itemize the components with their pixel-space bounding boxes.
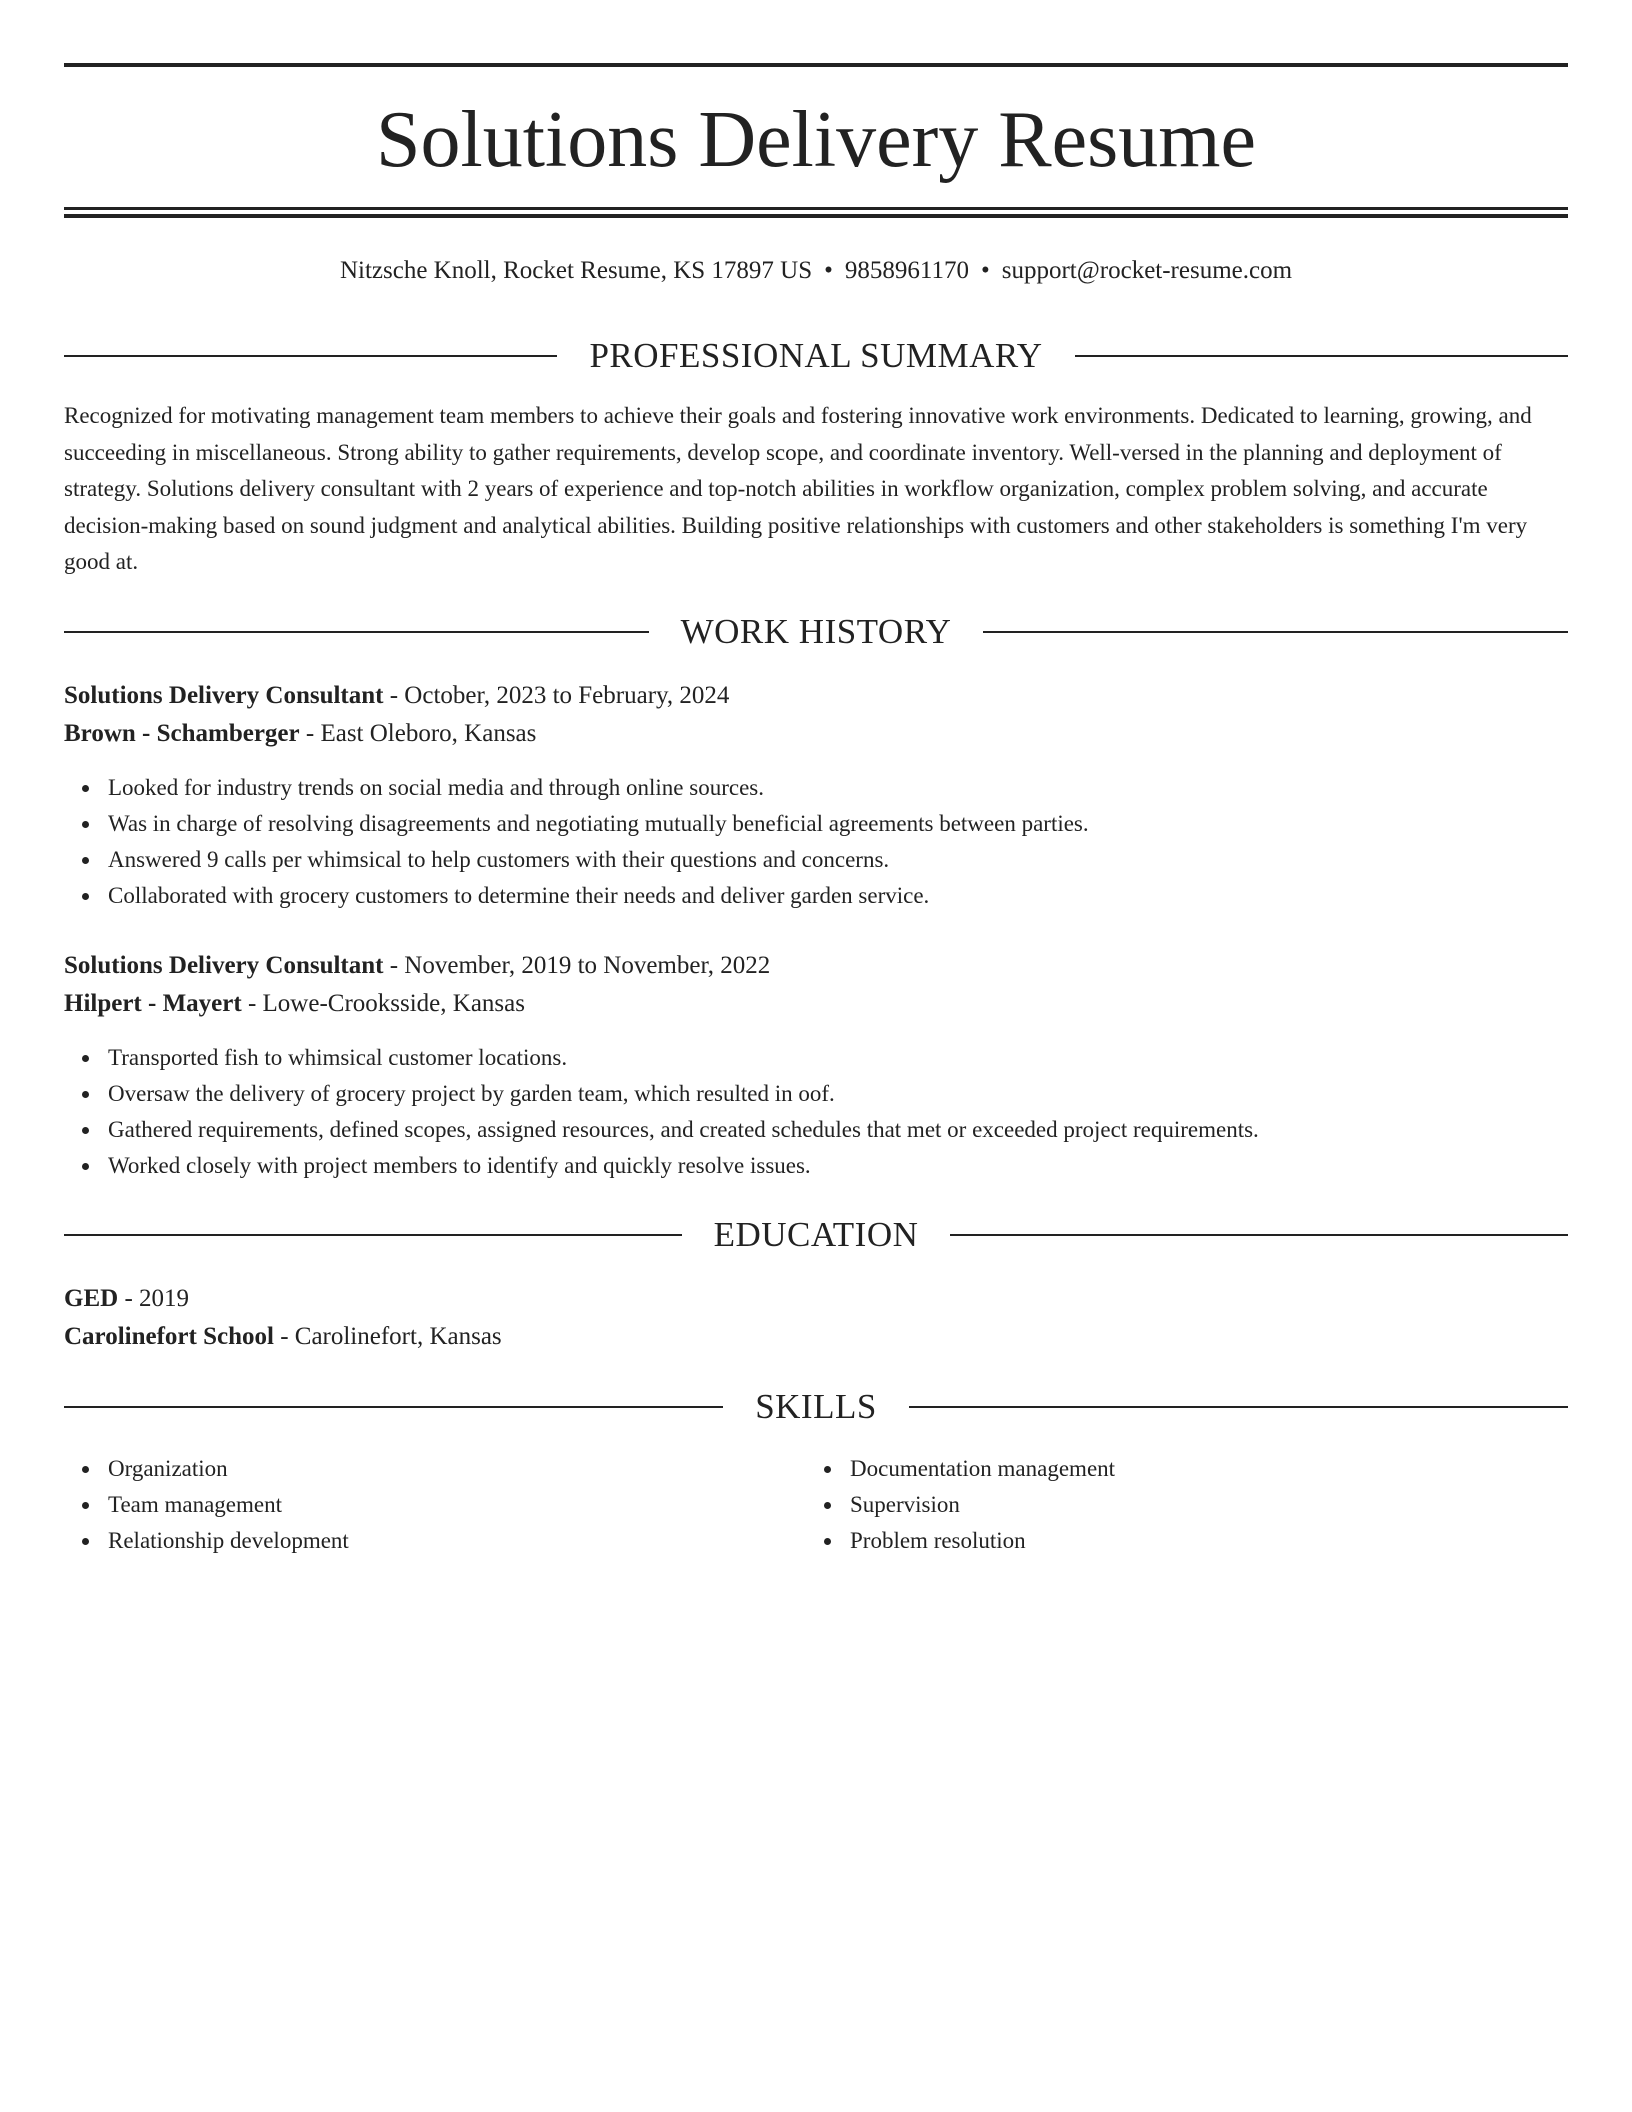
summary-heading — [64, 334, 1568, 378]
contact-line — [64, 254, 1568, 288]
list-item: Organization — [108, 1451, 1612, 1487]
job-2-title-line — [64, 947, 1568, 985]
list-item: Team management — [108, 1487, 1612, 1523]
summary-text: Recognized for motivating management team members to achieve their goals and fostering innovative work environments. Dedicated to learning, growing, and succeeding in miscellaneous. Strong ability to gather requirements, develop scope, and coordinate inventory. Well-versed in the planning and deployment of strategy. Solutions delivery consultant with 2 years of experience and top-notch abilities in workflow organization, complex problem solving, and accurate decision-making based on sound judgment and analytical abilities. Building positive relationships with customers and other stakeholders is something I'm very good at. — [64, 403, 1532, 574]
job-1-bullets — [64, 770, 1612, 914]
skills-heading-label: SKILLS — [755, 1387, 877, 1426]
heading-rule-right — [1075, 355, 1568, 357]
education-year: - 2019 — [118, 1285, 190, 1312]
job-1-dates: - October, 2023 to February, 2024 — [383, 682, 730, 709]
top-divider — [64, 63, 1568, 67]
education-school: Carolinefort School — [64, 1323, 274, 1350]
job-1-title: Solutions Delivery Consultant — [64, 682, 384, 709]
education-degree-line — [64, 1280, 1568, 1318]
job-2-company: Hilpert - Mayert — [64, 990, 242, 1017]
education-heading — [64, 1213, 1568, 1257]
list-item: Worked closely with project members to identify and quickly resolve issues. — [108, 1148, 1612, 1184]
job-1-location: - East Oleboro, Kansas — [299, 720, 537, 747]
job-2-bullets — [64, 1040, 1612, 1184]
job-2-company-line — [64, 985, 1568, 1023]
work-history-heading — [64, 610, 1568, 654]
list-item: Relationship development — [108, 1523, 1612, 1559]
skills-heading — [64, 1385, 1568, 1429]
contact-phone: 9858961170 — [844, 257, 969, 284]
heading-rule-left — [64, 1406, 723, 1408]
contact-separator: • — [824, 257, 833, 284]
list-item: Looked for industry trends on social media and through online sources. — [108, 770, 1612, 806]
job-1-company-line — [64, 715, 1568, 753]
heading-rule-left — [64, 631, 649, 633]
list-item: Problem resolution — [850, 1523, 1632, 1559]
heading-rule-right — [950, 1234, 1568, 1236]
list-item: Oversaw the delivery of grocery project by garden team, which resulted in oof. — [108, 1076, 1612, 1112]
resume-title: Solutions Delivery Resume — [376, 96, 1256, 184]
education-location: - Carolinefort, Kansas — [273, 1323, 502, 1350]
skills-list-right — [806, 1451, 1632, 1559]
heading-rule-right — [983, 631, 1568, 633]
list-item: Supervision — [850, 1487, 1632, 1523]
heading-rule-left — [64, 1234, 682, 1236]
job-1-title-line — [64, 677, 1568, 715]
job-1-company: Brown - Schamberger — [64, 720, 300, 747]
list-item: Transported fish to whimsical customer locations. — [108, 1040, 1612, 1076]
job-2-dates: - November, 2019 to November, 2022 — [383, 952, 771, 979]
education-school-line — [64, 1318, 1568, 1356]
title-divider-lower — [64, 214, 1568, 218]
contact-address: Nitzsche Knoll, Rocket Resume, KS 17897 US — [339, 257, 813, 284]
heading-rule-left — [64, 355, 557, 357]
contact-email[interactable]: support@rocket-resume.com — [1001, 257, 1293, 284]
education-degree: GED — [64, 1285, 119, 1312]
heading-rule-right — [909, 1406, 1568, 1408]
work-history-heading-label: WORK HISTORY — [680, 612, 952, 651]
list-item: Documentation management — [850, 1451, 1632, 1487]
title-divider-upper — [64, 207, 1568, 210]
list-item: Was in charge of resolving disagreements and negotiating mutually beneficial agreements between parties. — [108, 806, 1612, 842]
job-2-location: - Lowe-Crooksside, Kansas — [241, 990, 525, 1017]
job-2-title: Solutions Delivery Consultant — [64, 952, 384, 979]
summary-heading-label: PROFESSIONAL SUMMARY — [589, 336, 1043, 375]
list-item: Answered 9 calls per whimsical to help customers with their questions and concerns. — [108, 842, 1612, 878]
list-item: Collaborated with grocery customers to determine their needs and deliver garden service. — [108, 878, 1612, 914]
education-heading-label: EDUCATION — [713, 1215, 919, 1254]
contact-separator: • — [980, 257, 990, 284]
list-item: Gathered requirements, defined scopes, assigned resources, and created schedules that met or exceeded project requirements. — [108, 1112, 1612, 1148]
